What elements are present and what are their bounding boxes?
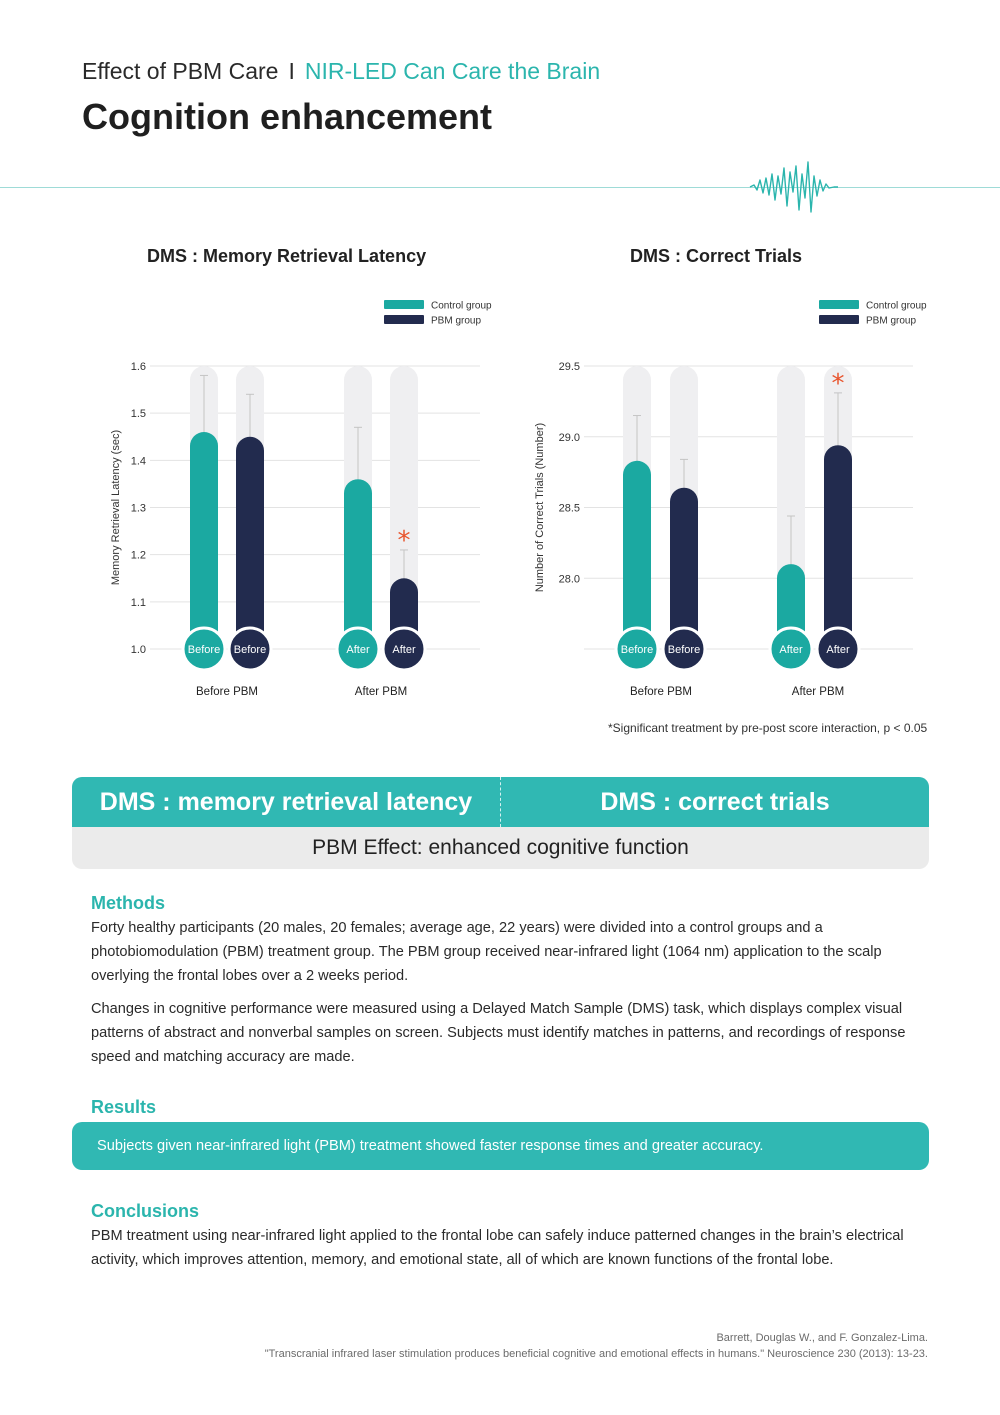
trials-ytick-label: 28.5: [558, 502, 580, 515]
trials-bar-pbm-after: [824, 445, 852, 649]
latency-significance-asterisk: *: [397, 525, 411, 556]
conclusions-heading: Conclusions: [91, 1201, 200, 1221]
trials-y-axis-label: Number of Correct Trials (Number): [534, 422, 546, 593]
trials-marker-label-pbm-before: Before: [667, 644, 701, 656]
summary-correct-trials: DMS : correct trials: [600, 788, 830, 816]
methods-paragraph-1: Forty healthy participants (20 males, 20 females; average age, 22 years) were divided into a control groups and a photobiomodulation (PBM) treatment group. The PBM group received near-infrared light (1064 nm) application to the scalp overlying the frontal lobes over a 2 weeks period.: [91, 920, 882, 984]
summary-latency: DMS : memory retrieval latency: [99, 788, 473, 816]
latency-marker-label-control-after: After: [346, 644, 370, 656]
trials-legend-swatch-pbm: [819, 315, 859, 324]
latency-bar-pbm-before: [236, 437, 264, 649]
latency-ytick-label: 1.6: [130, 361, 146, 373]
trials-ytick-label: 29.5: [558, 361, 580, 373]
results-box: [72, 1122, 929, 1170]
trials-marker-label-pbm-after: After: [826, 644, 850, 656]
results-text: Subjects given near-infrared light (PBM) treatment showed faster response times and greater accuracy.: [97, 1138, 764, 1154]
citation-authors: Barrett, Douglas W., and F. Gonzalez-Lima.: [716, 1332, 928, 1344]
latency-ytick-label: 1.1: [130, 596, 146, 609]
latency-ytick-label: 1.0: [130, 644, 146, 656]
latency-legend-swatch-pbm: [384, 315, 424, 324]
trials-bar-pbm-before: [670, 488, 698, 649]
conclusions-paragraph: PBM treatment using near-infrared light applied to the frontal lobe can safely induce patterned changes in the brain’s electrical activity, which improves attention, memory, and emotional state, all of which are known functions of the frontal lobe.: [91, 1228, 904, 1268]
methods-paragraph-2: Changes in cognitive performance were measured using a Delayed Match Sample (DMS) task, which displays complex visual patterns of abstract and nonverbal samples on screen. Subjects must identify matches in patterns, and recordings of response speed and matching accuracy are made.: [91, 1001, 906, 1065]
header-subtitle: NIR-LED Can Care the Brain: [304, 58, 601, 84]
header-separator: I: [288, 58, 295, 84]
latency-y-axis-label: Memory Retrieval Latency (sec): [110, 429, 122, 586]
trials-category-label: After PBM: [791, 686, 845, 698]
latency-bar-control-after: [344, 479, 372, 649]
results-heading: Results: [91, 1097, 157, 1117]
latency-marker-label-pbm-after: After: [392, 644, 416, 656]
latency-category-label: After PBM: [354, 686, 408, 698]
summary-header: [72, 777, 929, 827]
trials-marker-label-control-before: Before: [620, 644, 654, 656]
latency-ytick-label: 1.4: [130, 455, 146, 468]
latency-legend-label-control: Control group: [431, 300, 492, 312]
trials-bar-control-before: [623, 461, 651, 649]
summary-box: [72, 777, 929, 869]
trials-category-label: Before PBM: [630, 686, 692, 698]
trials-significance-asterisk: *: [831, 368, 845, 399]
trials-marker-label-control-after: After: [779, 644, 803, 656]
latency-legend-swatch-control: [384, 300, 424, 309]
header-section: Effect of PBM Care: [82, 58, 279, 84]
methods-heading: Methods: [91, 893, 165, 913]
page-title: Cognition enhancement: [82, 96, 493, 137]
latency-marker-label-control-before: Before: [187, 644, 221, 656]
latency-ytick-label: 1.3: [130, 502, 146, 515]
trials-ytick-label: 28.0: [558, 573, 580, 586]
significance-footnote: *Significant treatment by pre-post score interaction, p < 0.05: [608, 721, 928, 735]
citation-reference: "Transcranial infrared laser stimulation produces beneficial cognitive and emotional effects in humans." Neuroscience 230 (2013): 13-23.: [264, 1348, 928, 1360]
summary-effect: PBM Effect: enhanced cognitive function: [312, 836, 689, 859]
trials-ytick-label: 29.0: [558, 431, 580, 444]
trials-legend-label-pbm: PBM group: [866, 315, 917, 327]
latency-ytick-label: 1.5: [130, 408, 146, 421]
latency-bar-control-before: [190, 432, 218, 649]
latency-marker-label-pbm-before: Before: [233, 644, 267, 656]
chart-title-latency: DMS : Memory Retrieval Latency: [147, 246, 427, 266]
latency-category-label: Before PBM: [196, 686, 258, 698]
trials-legend-label-control: Control group: [866, 300, 927, 312]
latency-ytick-label: 1.2: [130, 549, 146, 562]
chart-title-correct-trials: DMS : Correct Trials: [630, 246, 803, 266]
trials-legend-swatch-control: [819, 300, 859, 309]
latency-legend-label-pbm: PBM group: [431, 315, 482, 327]
